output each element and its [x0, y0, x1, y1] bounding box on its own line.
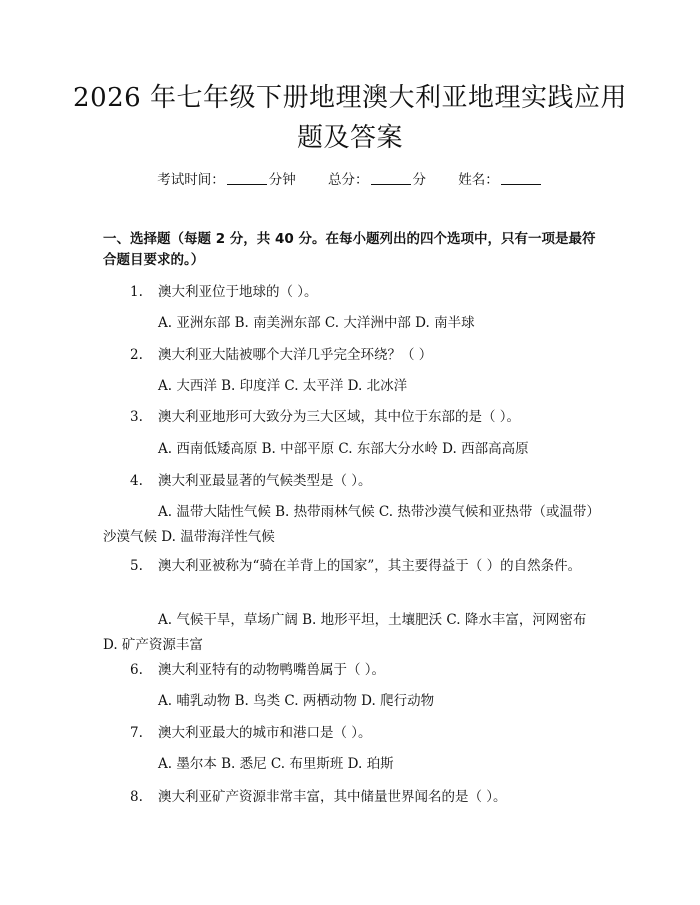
question-number: 7.	[130, 725, 143, 741]
question-options: A. 亚洲东部 B. 南美洲东部 C. 大洋洲中部 D. 南半球	[158, 315, 475, 331]
exam-info-line	[0, 168, 700, 188]
question-options: A. 气候干旱，草场广阔 B. 地形平坦，土壤肥沃 C. 降水丰富，河网密布 D. 矿产资源丰富	[103, 612, 587, 653]
question-number: 5.	[130, 558, 143, 574]
question-text: 澳大利亚最显著的气候类型是（ ）。	[158, 473, 372, 489]
question-item	[103, 469, 597, 494]
question-options: A. 大西洋 B. 印度洋 C. 太平洋 D. 北冰洋	[158, 378, 408, 394]
question-item	[103, 785, 597, 810]
score-blank[interactable]	[371, 172, 411, 185]
time-blank[interactable]	[227, 172, 267, 185]
section-heading: 一、选择题（每题 2 分，共 40 分。在每小题列出的四个选项中，只有一项是最符合题目要求的。）	[103, 231, 596, 268]
time-label: 考试时间：	[157, 172, 225, 188]
question-text: 澳大利亚位于地球的（ ）。	[158, 284, 318, 300]
total-score-field	[328, 172, 430, 188]
question-item	[103, 405, 597, 430]
question-text: 澳大利亚矿产资源非常丰富，其中储量世界闻名的是（ ）。	[158, 789, 507, 805]
question-number: 8.	[130, 789, 143, 805]
question-text: 澳大利亚被称为“骑在羊背上的国家”，其主要得益于（ ）的自然条件。	[158, 558, 582, 574]
page-title: 2026 年七年级下册地理澳大利亚地理实践应用题及答案	[73, 83, 627, 153]
question-options: A. 温带大陆性气候 B. 热带雨林气候 C. 热带沙漠气候和亚热带（或温带）沙漠气候 D. 温带海洋性气候	[103, 504, 594, 545]
time-unit: 分钟	[268, 172, 296, 188]
question-text: 澳大利亚最大的城市和港口是（ ）。	[158, 725, 372, 741]
score-label: 总分：	[328, 172, 369, 188]
question-item	[103, 280, 597, 305]
question-number: 1.	[130, 284, 143, 300]
question-item	[103, 554, 597, 579]
question-item	[103, 721, 597, 746]
question-text: 澳大利亚大陆被哪个大洋几乎完全环绕？（ ）	[158, 347, 433, 363]
question-options: A. 墨尔本 B. 悉尼 C. 布里斯班 D. 珀斯	[158, 756, 394, 772]
name-field	[458, 172, 543, 188]
question-item	[103, 658, 597, 683]
score-unit: 分	[412, 172, 426, 188]
question-number: 6.	[130, 662, 143, 678]
name-blank[interactable]	[501, 172, 541, 185]
question-text: 澳大利亚地形可大致分为三大区域，其中位于东部的是（ ）。	[158, 409, 521, 425]
name-label: 姓名：	[458, 172, 499, 188]
question-options: A. 哺乳动物 B. 鸟类 C. 两栖动物 D. 爬行动物	[158, 693, 435, 709]
question-text: 澳大利亚特有的动物鸭嘴兽属于（ ）。	[158, 662, 386, 678]
question-number: 2.	[130, 347, 143, 363]
question-options: A. 西南低矮高原 B. 中部平原 C. 东部大分水岭 D. 西部高高原	[158, 441, 529, 457]
question-item	[103, 343, 597, 368]
question-number: 3.	[130, 409, 143, 425]
exam-time-field	[157, 172, 300, 188]
question-number: 4.	[130, 473, 143, 489]
